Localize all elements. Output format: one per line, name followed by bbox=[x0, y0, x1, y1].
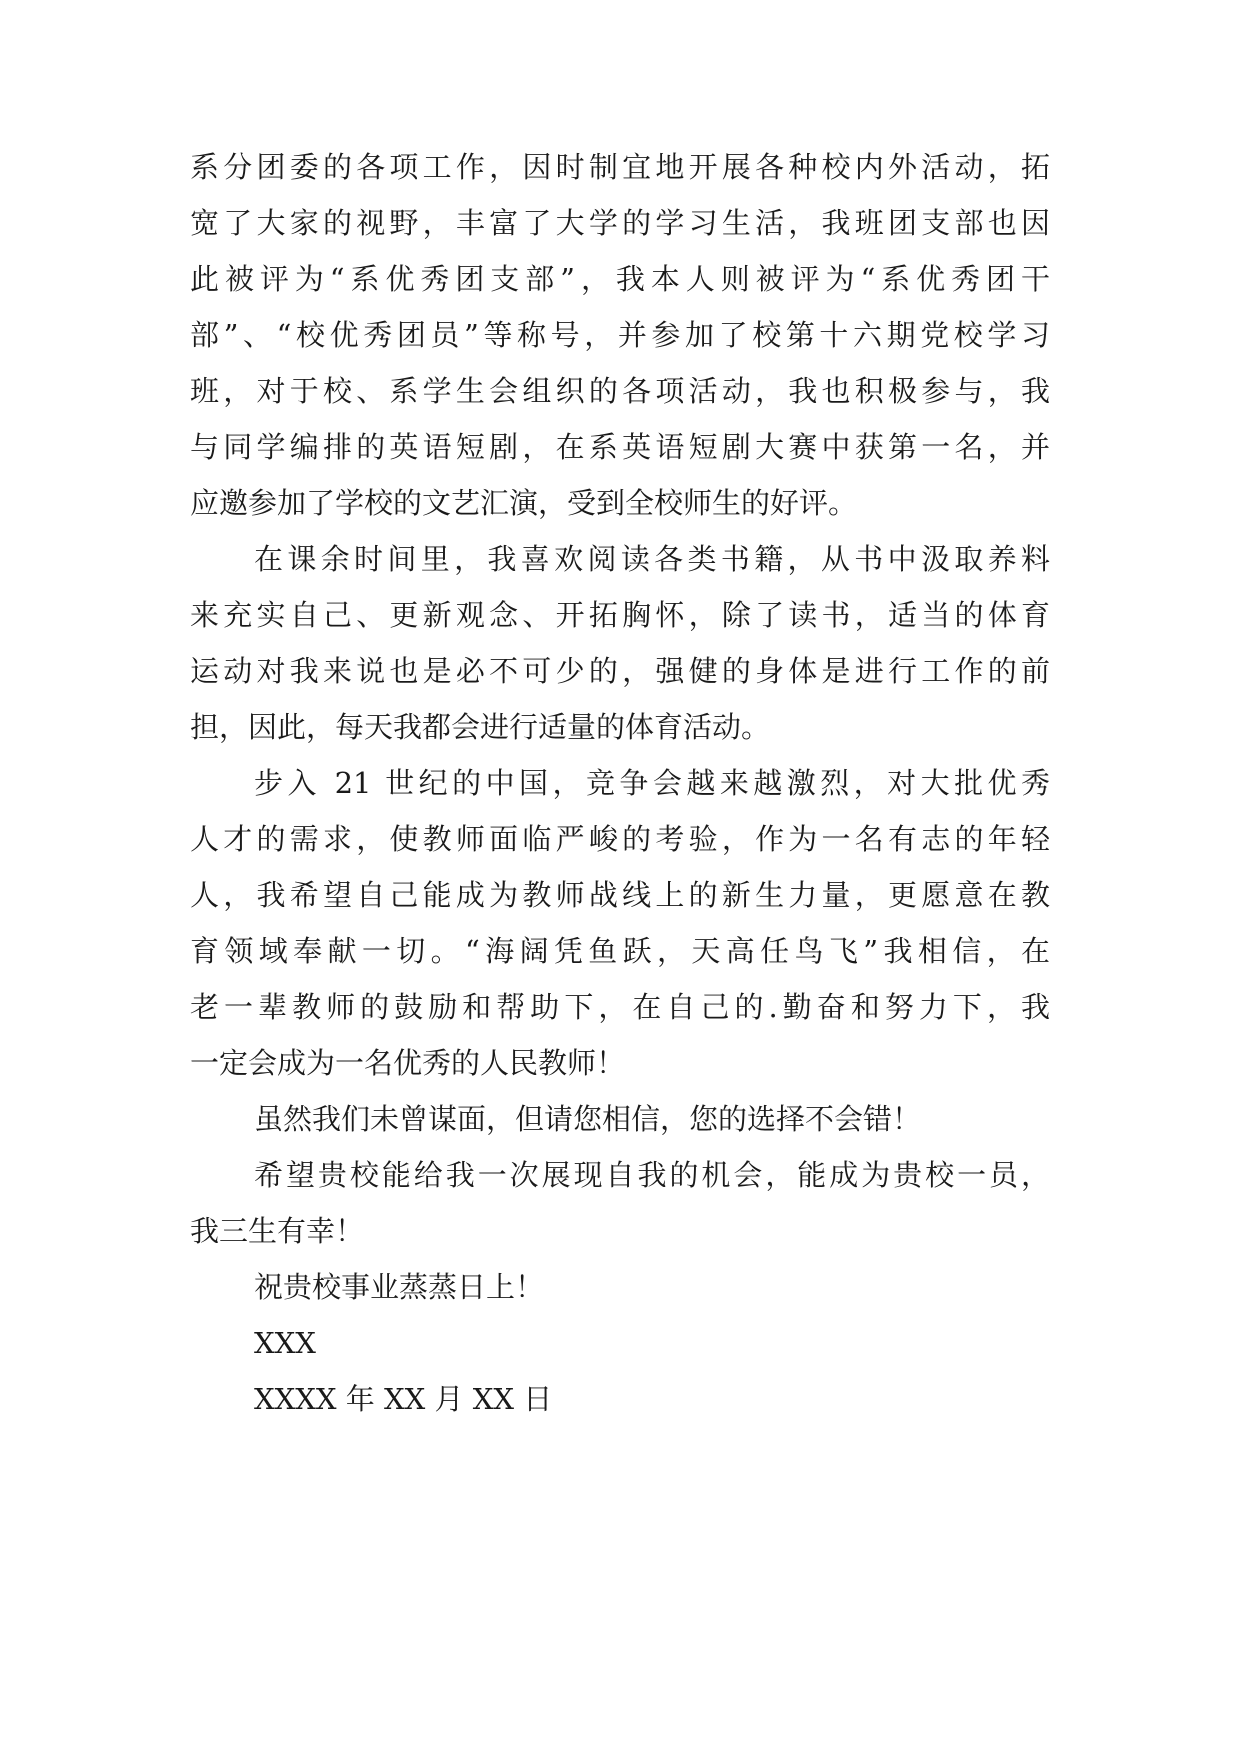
text-line: 班，对于校、系学生会组织的各项活动，我也积极参与，我 bbox=[190, 374, 1050, 408]
signature-name: XXX bbox=[254, 1326, 316, 1360]
text-line: 部”、“校优秀团员”等称号，并参加了校第十六期党校学习 bbox=[190, 318, 1050, 352]
text-line: 人才的需求，使教师面临严峻的考验，作为一名有志的年轻 bbox=[190, 822, 1050, 856]
paragraph-start: 步入 21 世纪的中国，竞争会越来越激烈，对大批优秀 bbox=[254, 766, 1050, 800]
text-line: 老一辈教师的鼓励和帮助下，在自己的.勤奋和努力下，我 bbox=[190, 990, 1050, 1024]
text-line: 育领域奉献一切。“海阔凭鱼跃，天高任鸟飞”我相信，在 bbox=[190, 934, 1050, 968]
text-line: 系分团委的各项工作，因时制宜地开展各种校内外活动，拓 bbox=[190, 150, 1050, 184]
paragraph-start: 虽然我们未曾谋面，但请您相信，您的选择不会错！ bbox=[254, 1102, 922, 1136]
signature-date: XXXX 年 XX 月 XX 日 bbox=[254, 1382, 553, 1416]
paragraph-start: 在课余时间里，我喜欢阅读各类书籍，从书中汲取养料 bbox=[254, 542, 1050, 576]
text-line: 担，因此，每天我都会进行适量的体育活动。 bbox=[190, 710, 771, 744]
text-line: 此被评为“系优秀团支部”，我本人则被评为“系优秀团干 bbox=[190, 262, 1050, 296]
text-line: 应邀参加了学校的文艺汇演，受到全校师生的好评。 bbox=[190, 486, 858, 520]
text-line: 一定会成为一名优秀的人民教师！ bbox=[190, 1046, 626, 1080]
paragraph-start: 希望贵校能给我一次展现自我的机会，能成为贵校一员， bbox=[254, 1158, 1050, 1192]
text-line: 人，我希望自己能成为教师战线上的新生力量，更愿意在教 bbox=[190, 878, 1050, 912]
text-line: 与同学编排的英语短剧，在系英语短剧大赛中获第一名，并 bbox=[190, 430, 1050, 464]
text-line: 宽了大家的视野，丰富了大学的学习生活，我班团支部也因 bbox=[190, 206, 1050, 240]
text-line: 运动对我来说也是必不可少的，强健的身体是进行工作的前 bbox=[190, 654, 1050, 688]
text-line: 我三生有幸！ bbox=[190, 1214, 365, 1248]
closing-wish: 祝贵校事业蒸蒸日上！ bbox=[254, 1270, 545, 1304]
text-line: 来充实自己、更新观念、开拓胸怀，除了读书，适当的体育 bbox=[190, 598, 1050, 632]
